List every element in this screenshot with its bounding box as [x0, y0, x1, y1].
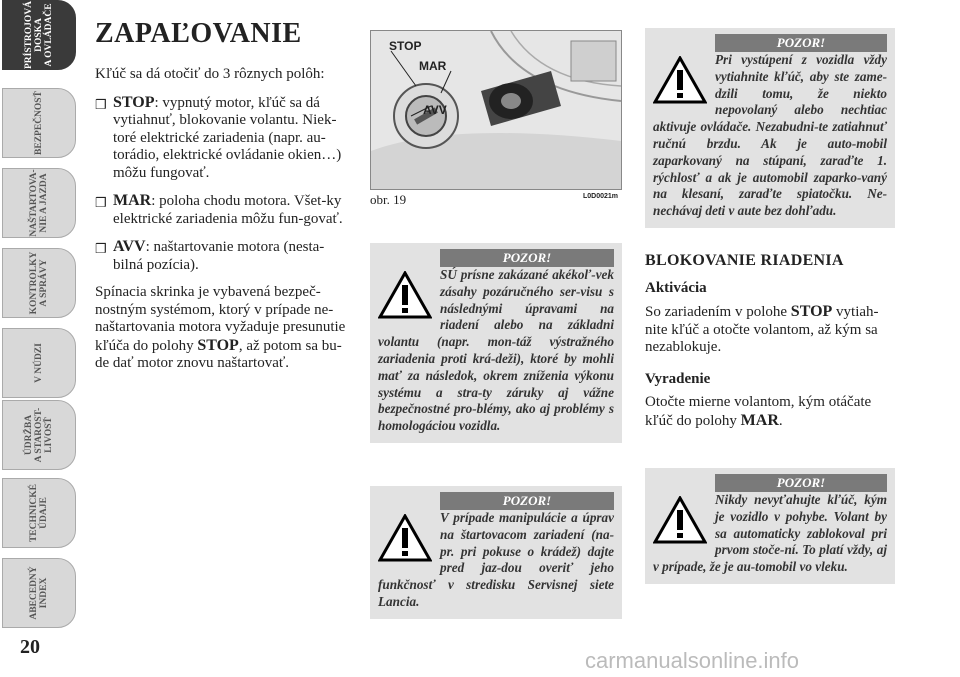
figure-code: L0D0021m [583, 193, 619, 200]
text-term: STOP [197, 336, 239, 354]
activation-text [645, 303, 897, 357]
warning-box [370, 243, 622, 443]
warning-heading: POZOR! [440, 492, 614, 510]
chapter-tabs [2, 0, 78, 640]
text-span: Otočte mierne volantom, kým otáčate kľúč do polohy [645, 394, 872, 429]
mar-label: MAR [419, 59, 447, 73]
position-term: STOP [113, 93, 155, 111]
tab-safety[interactable] [2, 88, 76, 158]
text-span: Spínacia skrinka je vybavená bezpeč-nostným systémom, ktorý v prípade ne-naštartovania motora vyžaduje presunutie kľúča do polohy [95, 284, 346, 354]
warning-heading: POZOR! [440, 249, 614, 267]
warning-text: Nikdy nevyťahujte kľúč, kým je vozidlo v pohybe. Volant by sa automaticky zablokoval pri prvom stoče-ní. To platí vždy, aj v prípade, že je au-tomobil vo vleku. [653, 492, 887, 575]
tab-label: V NÚDZI [34, 343, 44, 383]
position-desc: : poloha chodu motora. Všet-ky elektrické zariadenia môžu fun-govať. [113, 193, 343, 227]
deactivation-title: Vyradenie [645, 370, 711, 387]
warning-triangle-icon [653, 496, 707, 544]
ignition-illustration [371, 31, 621, 189]
tab-label: KONTROLKY A SPRÁVY [29, 251, 49, 315]
deactivation-text [645, 394, 897, 430]
intro-text: Kľúč sa dá otočiť do 3 rôznych polôh: [95, 66, 325, 82]
tab-index[interactable] [2, 558, 76, 628]
tab-label: ABECEDNÝ INDEX [29, 566, 49, 620]
watermark: carmanualsonline.info [585, 648, 800, 673]
avv-label: AVV [423, 103, 447, 117]
text-span: vytiah-nite kľúč a otočte volantom, až kým sa nezablokuje. [645, 304, 879, 355]
warning-triangle-icon [653, 56, 707, 104]
tab-label: TECHNICKÉ ÚDAJE [29, 483, 49, 543]
page-title: ZAPAĽOVANIE [95, 18, 302, 49]
position-term: MAR [113, 192, 152, 209]
switch-paragraph [95, 284, 350, 373]
tab-emergency[interactable] [2, 328, 76, 398]
tab-label: BEZPEČNOSŤ [34, 91, 44, 155]
text-term: MAR [740, 411, 779, 429]
tab-maintenance[interactable] [2, 400, 76, 470]
activation-title: Aktivácia [645, 279, 707, 296]
checkbox-bullet-icon: ❒ [95, 241, 107, 256]
figure-caption: obr. 19 [370, 192, 407, 207]
tab-label: NAŠTARTOVA- NIE A JAZDA [29, 169, 49, 237]
warning-box [645, 468, 895, 584]
section-title: BLOKOVANIE RIADENIA [645, 252, 844, 269]
warning-text: SÚ prísne zakázané akékoľ-vek zásahy pozáručného ser-visu s následnými úpravami na riadení alebo na základni volantu (napr. mon-táž výstražného zariadenia proti krá-deži), ktoré by mohli mať za následok, okrem zníženia výkonu systému a stra-ty záruky aj vážne bezpečnostné pro-blémy, ako aj problémy s homologáciou vozidla. [378, 267, 614, 434]
text-term: STOP [790, 303, 833, 320]
position-term: AVV [113, 238, 146, 255]
warning-text: Pri vystúpení z vozidla vždy vytiahnite kľúč, aby ste zame-dzili tomu, že niekto nepovolaný alebo nechtiac aktivuje ovládače. Nezabudni-te zatiahnuť ručnú brzdu. Ak je auto-mobil zaparkovaný na stúpaní, zaraďte 1. rýchlosť a ak je automobil zaparko-vaný na klesaní, zaraďte spiatočku. Ne-nechávaj deti v aute bez dohľadu. [653, 52, 887, 219]
text-span: , až potom sa bu-de dať motor znovu naštartovať. [95, 337, 342, 371]
position-desc: : naštartovanie motora (nesta-bilná pozícia). [113, 239, 325, 273]
text-span: So zariadením v polohe [645, 304, 791, 320]
list-item [95, 192, 350, 228]
tab-label: ÚDRŽBA A STAROST- LIVOSŤ [24, 407, 54, 463]
tab-starting-driving[interactable] [2, 168, 76, 238]
checkbox-bullet-icon: ❒ [95, 96, 107, 112]
warning-box [370, 486, 622, 619]
warning-text: V prípade manipulácie a úprav na štartovacom zariadení (na-pr. pri pokuse o krádež) dajte pred jaz-dou overiť jeho funkčnosť v stredisku Servisnej siete Lancia. [378, 510, 614, 609]
warning-heading: POZOR! [715, 474, 887, 492]
text-span: . [778, 412, 783, 429]
tab-instrument-panel[interactable] [2, 0, 76, 70]
tab-warning-lights[interactable] [2, 248, 76, 318]
tab-label: PRÍSTROJOVÁ DOSKA A OVLÁDAČE [24, 0, 54, 70]
list-item [95, 94, 350, 183]
ignition-figure [370, 30, 622, 190]
ignition-column [95, 66, 350, 383]
steering-lock-section [645, 252, 897, 444]
page-number: 20 [20, 636, 40, 658]
position-desc: : vypnutý motor, kľúč sa dá vytiahnuť, blokovanie volantu. Niek-toré elektrické zariadenia (napr. au-torádio, elektrické ovládanie okien…) môžu fungovať. [113, 94, 342, 181]
list-item [95, 238, 350, 274]
checkbox-bullet-icon: ❒ [95, 195, 107, 210]
tab-technical-data[interactable] [2, 478, 76, 548]
warning-triangle-icon [378, 271, 432, 319]
warning-box [645, 28, 895, 228]
stop-label: STOP [389, 39, 422, 53]
warning-triangle-icon [378, 514, 432, 562]
warning-heading: POZOR! [715, 34, 887, 52]
